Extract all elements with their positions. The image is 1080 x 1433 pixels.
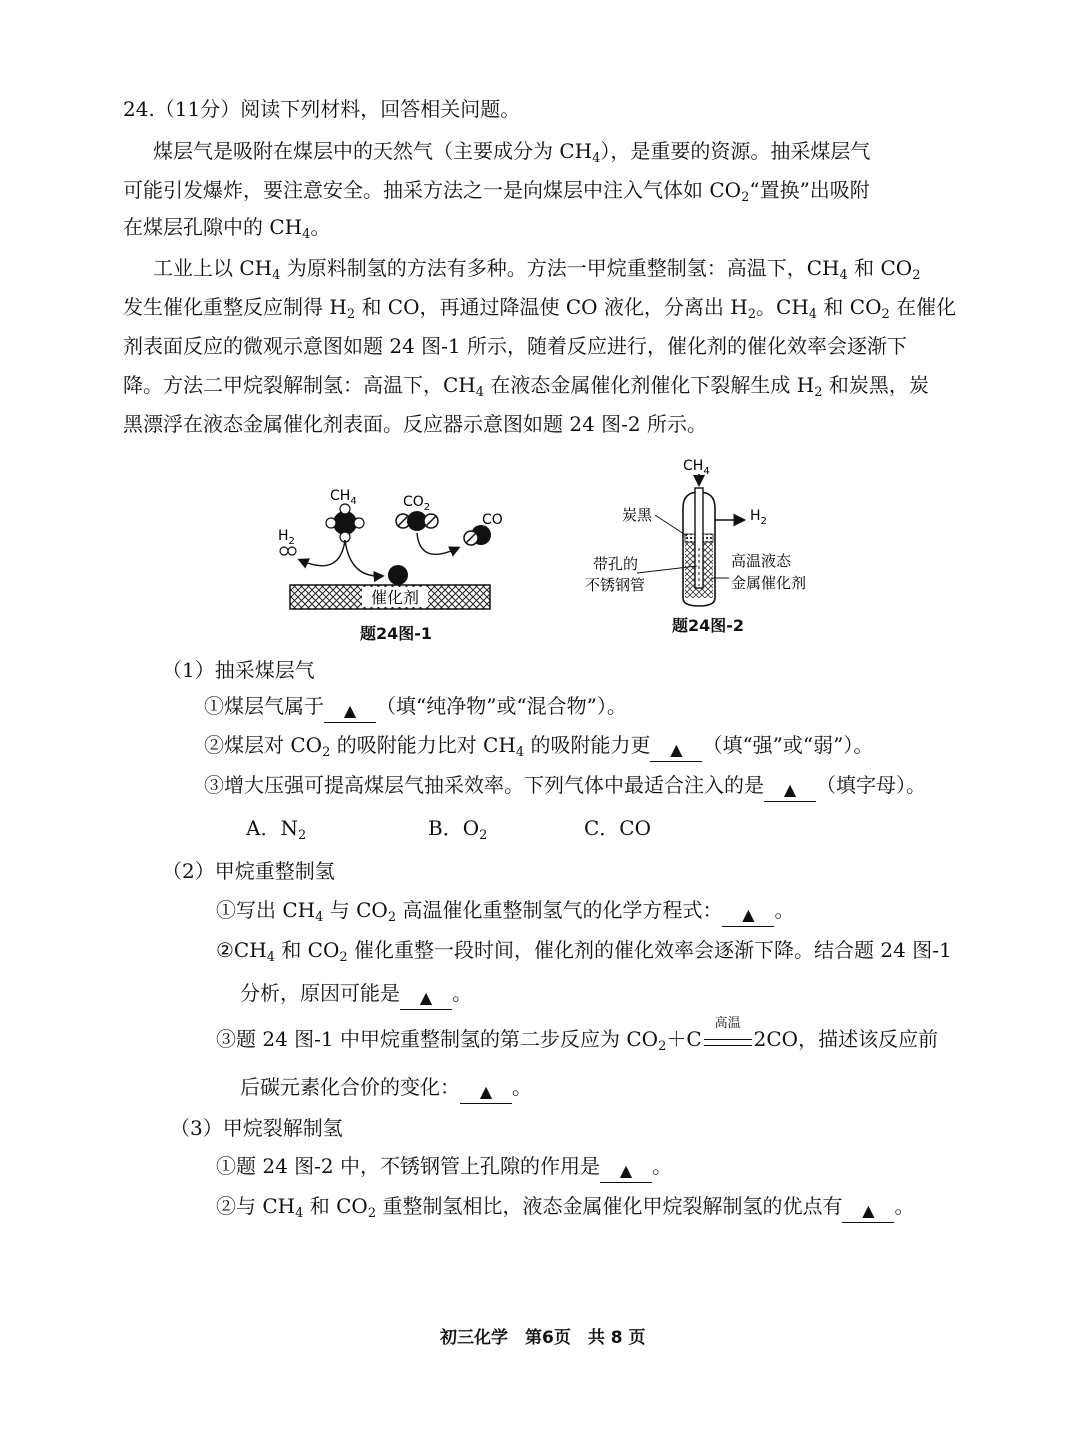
answer-blank[interactable] <box>764 779 816 802</box>
answer-blank[interactable] <box>600 1160 652 1183</box>
text: （填字母）。 <box>816 773 926 797</box>
text: ①煤层气属于 <box>204 694 324 718</box>
answer-mark: ▲ <box>742 905 755 924</box>
subscript: 2 <box>339 950 348 965</box>
text: ①题 24 图-2 中，不锈钢管上孔隙的作用是 <box>216 1154 601 1178</box>
text: 发生催化重整反应制得 H <box>123 295 347 319</box>
answer-blank[interactable] <box>650 739 702 762</box>
text: ①写出 CH <box>216 898 316 922</box>
co2-molecule <box>396 511 438 531</box>
fig1-co-label: CO <box>482 512 503 528</box>
text: 在催化 <box>889 295 957 319</box>
text: 高温催化重整制氢气的化学方程式： <box>396 898 723 922</box>
text: 。 <box>452 981 472 1005</box>
text: 为原料制氢的方法有多种。方法一甲烷重整制氢：高温下，CH <box>280 256 840 280</box>
ch4-molecule <box>326 504 364 542</box>
fig2-tube-label-2: 不锈钢管 <box>585 576 646 594</box>
answer-mark: ▲ <box>862 1201 875 1220</box>
text: 在煤层孔隙中的 CH <box>123 215 303 239</box>
subscript: 4 <box>592 151 601 166</box>
text: （填“纯净物”或“混合物”）。 <box>376 694 627 718</box>
para1-line1 <box>153 137 870 173</box>
answer-blank[interactable] <box>722 904 774 927</box>
text: 工业上以 CH <box>153 256 273 280</box>
part2-q3-cont <box>240 1073 532 1104</box>
subscript: 4 <box>808 307 818 322</box>
text: 分析，原因可能是 <box>240 981 400 1005</box>
option-a <box>246 814 306 850</box>
para2-line5: 黑漂浮在液态金属催化剂表面。反应器示意图如题 24 图-2 所示。 <box>123 412 708 436</box>
subscript: 2 <box>747 307 757 322</box>
subscript: 2 <box>881 307 890 322</box>
answer-blank[interactable] <box>460 1081 512 1104</box>
text: 的吸附能力更 <box>524 733 651 757</box>
subscript: 2 <box>658 1039 667 1054</box>
para2-line4 <box>123 371 929 407</box>
arrow-co <box>417 533 458 554</box>
fig1-catalyst-label: 催化剂 <box>370 588 420 607</box>
fig1-h2-label: $H_2$ <box>278 528 295 547</box>
fig2-h2-label: $H_2$ <box>750 508 767 527</box>
part1-q1 <box>204 692 627 723</box>
subscript: 4 <box>295 1206 304 1221</box>
answer-blank[interactable] <box>324 700 376 723</box>
subscript: 4 <box>266 950 275 965</box>
para2-line2 <box>123 293 956 329</box>
subscript: 2 <box>387 910 397 925</box>
text: 和 CO <box>303 1194 368 1218</box>
para2-line3: 剂表面反应的微观示意图如题 24 图-1 所示，随着反应进行，催化剂的催化效率会逐渐下 <box>123 334 908 358</box>
subscript: 2 <box>741 190 750 205</box>
part1-q2 <box>204 731 873 767</box>
option-c <box>584 814 651 850</box>
text: 。 <box>774 898 795 922</box>
text: 和 CO <box>847 256 913 280</box>
text: “置换”出吸附 <box>749 178 870 202</box>
answer-mark: ▲ <box>343 701 357 720</box>
text: 和 CO，再通过降温使 CO 液化，分离出 H <box>355 295 748 319</box>
text: 后碳元素化合价的变化： <box>240 1075 460 1099</box>
text: ），是重要的资源。抽采煤层气 <box>600 139 871 163</box>
subscript: 4 <box>315 910 324 925</box>
fig2-ch4-label: $CH_4$ <box>683 458 710 477</box>
text: 和 CO <box>817 295 882 319</box>
para1-line2 <box>123 176 870 212</box>
text: ②与 CH <box>216 1194 296 1218</box>
text: 的吸附能力比对 CH <box>330 733 516 757</box>
carbon-atom <box>388 565 408 585</box>
subscript: 4 <box>839 268 848 283</box>
answer-mark: ▲ <box>783 780 797 799</box>
part1-title: （1）抽采煤层气 <box>162 658 315 682</box>
question-header: 24.（11分）阅读下列材料，回答相关问题。 <box>123 97 521 121</box>
fig2-carbon-black-label: 炭黑 <box>622 506 653 524</box>
text: 和 CO <box>274 938 340 962</box>
text: 煤层气是吸附在煤层中的天然气（主要成分为 CH <box>153 139 593 163</box>
reaction-condition <box>704 1016 752 1046</box>
subscript: 2 <box>814 385 823 400</box>
fig2-metal-label-1: 高温液态 <box>731 552 792 570</box>
option-label: C．CO <box>584 816 652 840</box>
text: ②CH <box>216 938 267 962</box>
fig2-tube-label-1: 带孔的 <box>593 555 639 573</box>
equals-sign <box>704 1039 752 1046</box>
h2-molecule <box>280 547 296 555</box>
subscript: 2 <box>346 307 356 322</box>
page-footer: 初三化学 第6页 共 8 页 <box>440 1328 646 1348</box>
text: 。CH <box>756 295 809 319</box>
part2-q3 <box>216 1016 939 1061</box>
text: 。 <box>894 1194 915 1218</box>
fig1-co2-label: $CO_2$ <box>403 494 431 513</box>
part2-q1 <box>216 896 794 932</box>
option-b <box>428 814 487 850</box>
text: ＋C <box>666 1027 702 1051</box>
text: 。 <box>310 215 331 239</box>
subscript: 2 <box>367 1206 377 1221</box>
text: 在液态金属催化剂催化下裂解生成 H <box>484 373 815 397</box>
text: ③增大压强可提高煤层气抽采效率。下列气体中最适合注入的是 <box>204 773 764 797</box>
text: 。 <box>652 1154 673 1178</box>
para1-line3 <box>123 213 330 249</box>
co-molecule <box>464 525 491 545</box>
condition-label: 高温 <box>714 1016 741 1031</box>
subscript: 2 <box>297 828 307 843</box>
fig2-metal-label-2: 金属催化剂 <box>731 574 807 592</box>
part3-title: （3）甲烷裂解制氢 <box>170 1116 343 1140</box>
option-label: B．O <box>428 816 480 840</box>
subscript: 2 <box>479 828 488 843</box>
answer-mark: ▲ <box>479 1082 493 1101</box>
text: 和炭黑，炭 <box>822 373 929 397</box>
arrow-carbon <box>345 540 382 576</box>
para2-line1 <box>153 254 920 290</box>
text: 重整制氢相比，液态金属催化甲烷裂解制氢的优点有 <box>376 1194 843 1218</box>
subscript: 4 <box>515 745 525 760</box>
subscript: 4 <box>272 268 281 283</box>
answer-blank[interactable] <box>400 987 452 1010</box>
figure2-diagram <box>585 448 840 616</box>
text: ③题 24 图-1 中甲烷重整制氢的第二步反应为 CO <box>216 1027 659 1051</box>
text: 2CO，描述该反应前 <box>753 1027 939 1051</box>
figure1-caption: 题24图-1 <box>360 624 433 643</box>
text: 催化重整一段时间，催化剂的催化效率会逐渐下降。结合题 24 图-1 <box>347 938 952 962</box>
option-label: A．N <box>246 816 298 840</box>
answer-mark: ▲ <box>619 1161 633 1180</box>
text: 。 <box>512 1075 532 1099</box>
part1-q3 <box>204 771 926 802</box>
part2-title: （2）甲烷重整制氢 <box>162 859 335 883</box>
text: （填“强”或“弱”）。 <box>702 733 874 757</box>
part2-q2-cont <box>240 979 472 1010</box>
text: 降。方法二甲烷裂解制氢：高温下，CH <box>123 373 476 397</box>
text: 与 CO <box>323 898 388 922</box>
arrow-h2 <box>300 540 345 566</box>
fig1-ch4-label: $CH_4$ <box>330 488 357 507</box>
subscript: 4 <box>475 385 485 400</box>
part3-q2 <box>216 1192 914 1228</box>
part2-q2 <box>216 936 952 972</box>
answer-blank[interactable] <box>842 1200 894 1223</box>
text: 可能引发爆炸，要注意安全。抽采方法之一是向煤层中注入气体如 CO <box>123 178 742 202</box>
subscript: 2 <box>912 268 921 283</box>
figure2-caption: 题24图-2 <box>672 616 745 635</box>
subscript: 4 <box>302 227 311 242</box>
subscript: 2 <box>322 745 331 760</box>
answer-mark: ▲ <box>419 988 433 1007</box>
answer-mark: ▲ <box>670 740 683 759</box>
part3-q1 <box>216 1152 672 1183</box>
text: ②煤层对 CO <box>204 733 323 757</box>
